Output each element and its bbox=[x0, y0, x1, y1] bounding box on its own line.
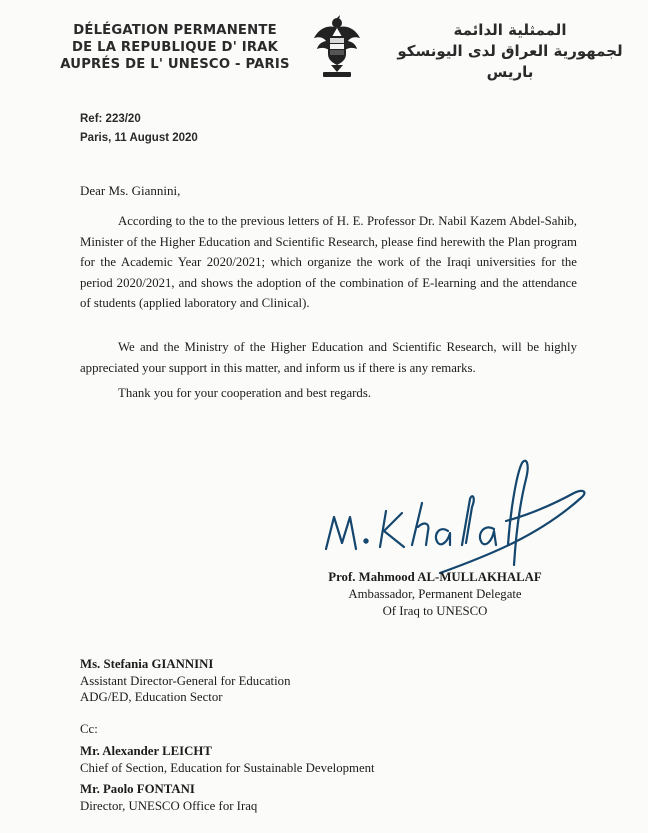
reference-number: Ref: 223/20 bbox=[80, 113, 141, 125]
iraq-eagle-emblem-icon bbox=[311, 14, 363, 78]
closing-line: Thank you for your cooperation and best regards. bbox=[118, 386, 372, 400]
letterhead-french-line-3: AUPRÉS DE L' UNESCO - PARIS bbox=[60, 57, 290, 72]
cc-1-name: Mr. Alexander LEICHT bbox=[80, 744, 212, 758]
cc-2-name: Mr. Paolo FONTANI bbox=[80, 782, 195, 796]
letterhead-french bbox=[50, 22, 300, 73]
letterhead-arabic-line-3: باريس bbox=[486, 63, 534, 81]
body-paragraph-2: We and the Ministry of the Higher Education and Scientific Research, will be highly appreciated your support in this matter, and inform us if there is any remarks. bbox=[80, 340, 577, 375]
cc-2-line-1: Director, UNESCO Office for Iraq bbox=[80, 798, 258, 813]
letterhead-arabic-line-2: لجمهورية العراق لدى اليونسكو bbox=[397, 42, 623, 60]
letterhead-arabic bbox=[392, 20, 628, 83]
signatory-title-2: Of Iraq to UNESCO bbox=[382, 604, 488, 618]
letter-date: Paris, 11 August 2020 bbox=[80, 132, 198, 144]
cc-label: Cc: bbox=[80, 722, 98, 736]
handwritten-signature bbox=[320, 455, 590, 575]
salutation: Dear Ms. Giannini, bbox=[80, 183, 181, 198]
addressee-line-1: Assistant Director-General for Education bbox=[80, 673, 291, 688]
cc-addressee-2 bbox=[80, 781, 257, 814]
addressee-line-2: ADG/ED, Education Sector bbox=[80, 690, 223, 704]
body-paragraph-1: According to the to the previous letters of H. E. Professor Dr. Nabil Kazem Abdel-Sahib, Minister of the Higher Education and Scientific Research, please find herewith the Plan program for the Academic Year 2020/2021; which organize the work of the Iraqi universities for the period 2020/2021, and shows the adoption of the combination of E-learning and the attendance of students (applied laboratory and Clinical). bbox=[80, 214, 577, 310]
reference-block bbox=[80, 110, 198, 148]
letterhead-french-line-1: DÉLÉGATION PERMANENTE bbox=[73, 23, 277, 38]
signatory-name: Prof. Mahmood AL-MULLAKHALAF bbox=[328, 570, 542, 584]
cc-addressee-1 bbox=[80, 743, 375, 776]
letterhead-french-line-2: DE LA REPUBLIQUE D' IRAK bbox=[71, 40, 279, 55]
signatory-block bbox=[300, 569, 570, 620]
letterhead-arabic-line-1: الممثلية الدائمة bbox=[453, 21, 567, 39]
cc-1-line-1: Chief of Section, Education for Sustainable Development bbox=[80, 760, 375, 775]
addressee-primary bbox=[80, 656, 290, 706]
signatory-title-1: Ambassador, Permanent Delegate bbox=[348, 587, 522, 601]
addressee-name: Ms. Stefania GIANNINI bbox=[80, 657, 214, 671]
